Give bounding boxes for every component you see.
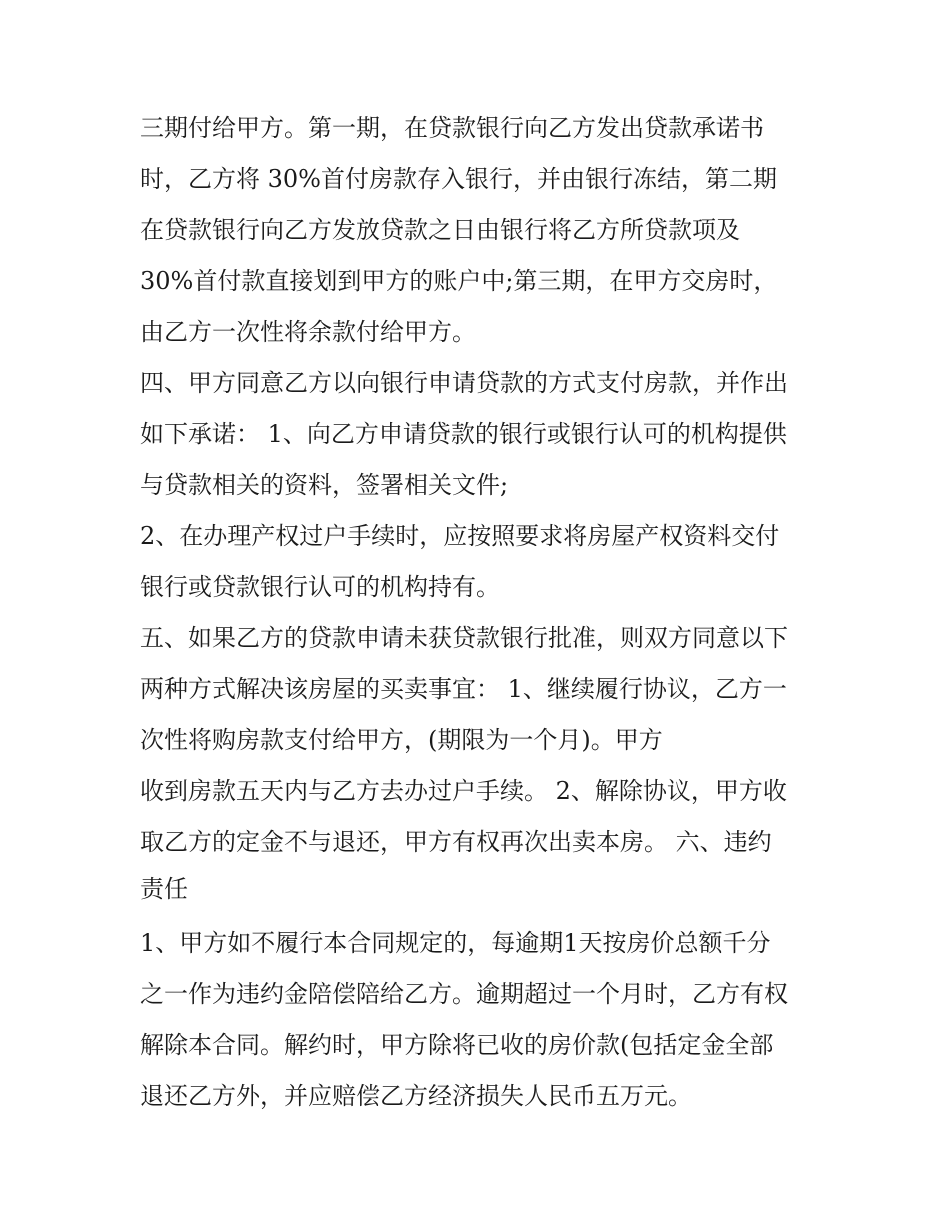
text-line: 两种方式解决该房屋的买卖事宜： 1、继续履行协议，乙方一: [140, 675, 787, 703]
text-line: 责任: [140, 875, 188, 903]
text-line: 银行或贷款银行认可的机构持有。: [140, 573, 500, 601]
text-line: 2、在办理产权过户手续时，应按照要求将房屋产权资料交付: [140, 522, 780, 550]
text-line: 1、甲方如不履行本合同规定的，每逾期1天按房价总额千分: [140, 929, 771, 957]
text-line: 由乙方一次性将余款付给甲方。: [140, 318, 476, 346]
text-line: 取乙方的定金不与退还，甲方有权再次出卖本房。 六、违约: [140, 828, 772, 856]
text-line: 收到房款五天内与乙方去办过户手续。 2、解除协议，甲方收: [140, 777, 787, 805]
text-line: 如下承诺： 1、向乙方申请贷款的银行或银行认可的机构提供: [140, 420, 787, 448]
text-line: 退还乙方外，并应赔偿乙方经济损失人民币五万元。: [140, 1082, 692, 1110]
text-line: 30%首付款直接划到甲方的账户中;第三期，在甲方交房时，: [140, 267, 778, 295]
text-line: 次性将购房款支付给甲方，(期限为一个月)。甲方: [140, 726, 663, 754]
text-line: 四、甲方同意乙方以向银行申请贷款的方式支付房款，并作出: [140, 369, 788, 397]
text-line: 之一作为违约金陪偿陪给乙方。逾期超过一个月时，乙方有权: [140, 980, 788, 1008]
text-line: 解除本合同。解约时，甲方除将已收的房价款(包括定金全部: [140, 1031, 774, 1059]
text-line: 三期付给甲方。第一期，在贷款银行向乙方发出贷款承诺书: [140, 114, 764, 142]
text-line: 与贷款相关的资料，签署相关文件;: [140, 471, 509, 499]
text-line: 时，乙方将 30%首付房款存入银行，并由银行冻结，第二期: [140, 165, 777, 193]
text-line: 在贷款银行向乙方发放贷款之日由银行将乙方所贷款项及: [140, 216, 740, 244]
text-line: 五、如果乙方的贷款申请未获贷款银行批准，则双方同意以下: [140, 624, 788, 652]
